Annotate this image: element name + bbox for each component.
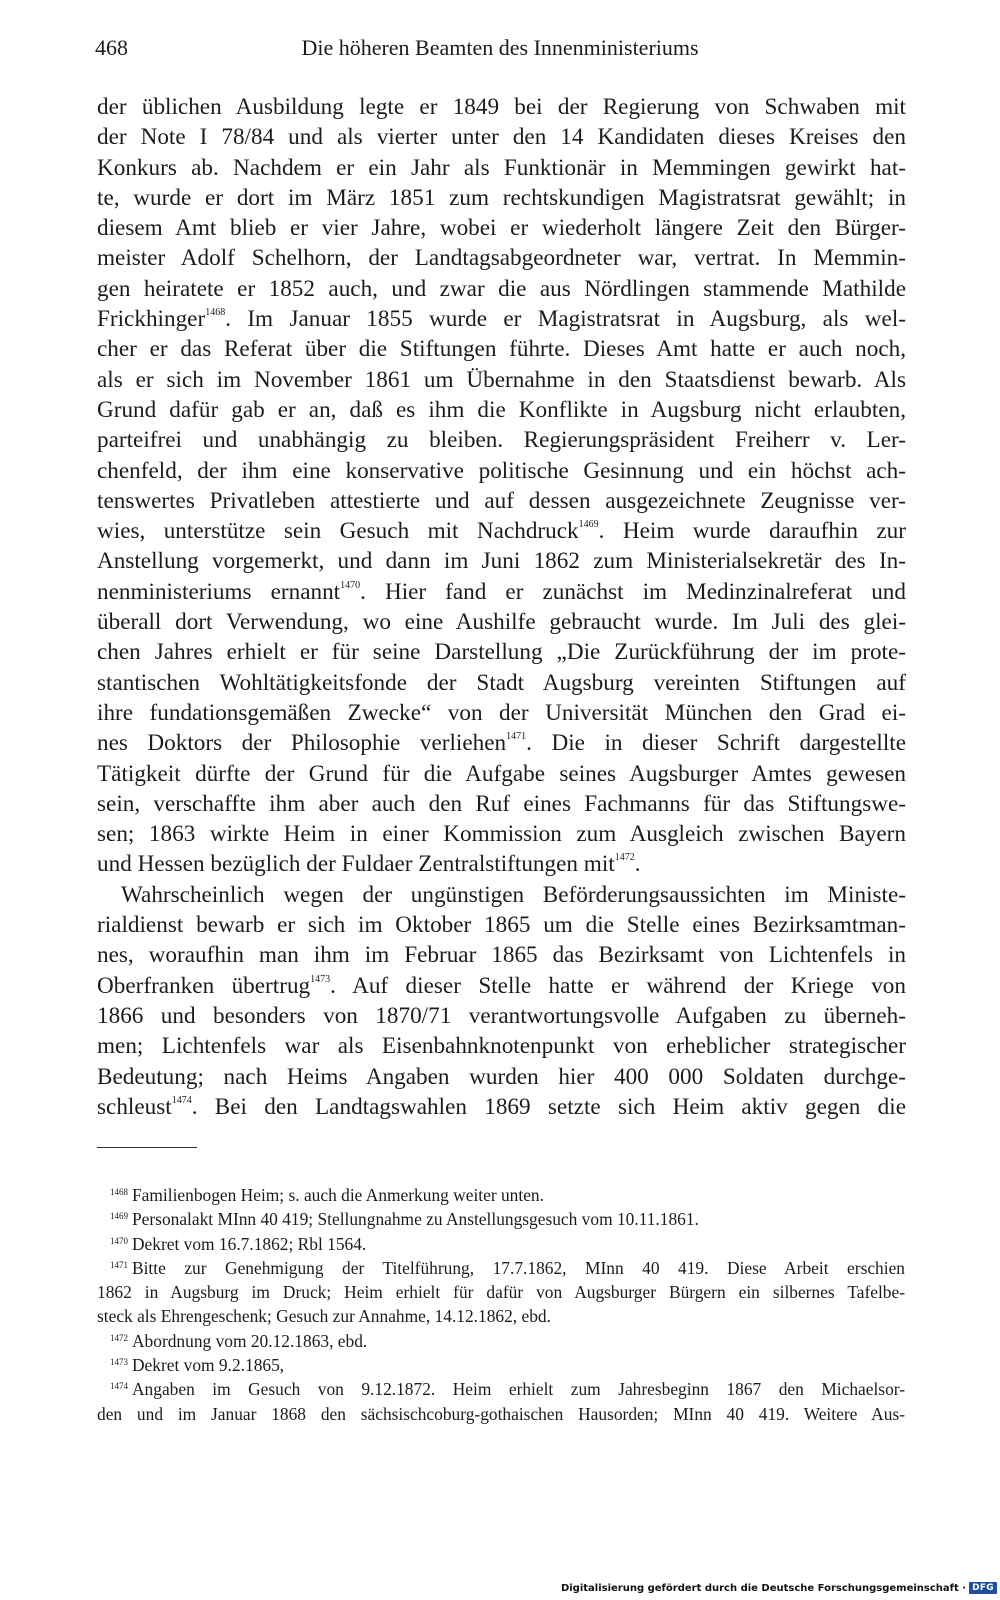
footnote-line [97, 1353, 905, 1377]
text-line [97, 92, 906, 122]
footnote-number: 1470 [110, 1235, 128, 1246]
footnote-text: Angaben im Gesuch von 9.12.1872. Heim erhielt zum Jahresbeginn 1867 den Michaelsor- [132, 1379, 905, 1400]
footnote-number: 1468 [110, 1187, 128, 1197]
text-segment: Konkurs ab. Nachdem er ein Jahr als Funktionär in Memmingen gewirkt hat- [97, 154, 906, 181]
footnote-text: Bitte zur Genehmigung der Titelführung, 17.7.1862, MInn 40 419. Diese Arbeit erschien [132, 1257, 905, 1278]
text-segment: tenswertes Privatleben attestierte und auf dessen ausgezeichnete Zeugnisse ver- [97, 487, 906, 514]
text-line [97, 365, 906, 395]
footnote-reference: 1472 [614, 852, 635, 864]
footnote-number: 1474 [110, 1381, 128, 1392]
text-segment: meister Adolf Schelhorn, der Landtagsabgeordneter war, vertrat. In Memmin- [97, 245, 906, 272]
text-line [97, 516, 906, 546]
text-segment: Wahrscheinlich wegen der ungünstigen Beförderungsaussichten im Ministe- [121, 881, 906, 908]
page-number: 468 [95, 35, 128, 60]
footnote-number: 1471 [110, 1259, 128, 1270]
text-line [97, 425, 906, 455]
footnote-text: steck als Ehrengeschenk; Gesuch zur Annahme, 14.12.1862, ebd. [97, 1306, 551, 1327]
text-line [97, 971, 906, 1001]
footnote-number: 1472 [110, 1332, 128, 1343]
text-segment: . Hier fand er zunächst im Medinzinalreferat und [360, 578, 906, 605]
footnote-text: 1862 in Augsburg im Druck; Heim erhielt für dafür von Augsburger Bürgern ein silbernes Tafelbe- [97, 1282, 905, 1303]
text-line [97, 940, 906, 970]
text-line [97, 304, 906, 334]
footnote-line [97, 1304, 905, 1328]
text-line [97, 577, 906, 607]
text-line [97, 789, 906, 819]
text-line [97, 243, 906, 273]
text-segment: . [634, 851, 641, 878]
text-line [97, 456, 906, 486]
footnote-line [97, 1183, 905, 1207]
footnote-line [97, 1329, 905, 1353]
footnotes [97, 1183, 905, 1426]
footnote-line [97, 1256, 905, 1280]
text-segment: chen Jahres erhielt er für seine Darstellung „Die Zurückführung der im prote- [97, 639, 906, 666]
footnote-reference: 1469 [578, 519, 599, 531]
text-segment: men; Lichtenfels war als Eisenbahnknotenpunkt von erheblicher strategischer [97, 1033, 906, 1060]
footnote-reference: 1468 [205, 307, 226, 319]
text-segment: . Heim wurde daraufhin zur [598, 518, 906, 545]
text-line [97, 1062, 906, 1092]
text-segment: als er sich im November 1861 um Übernahme in den Staatsdienst bewarb. Als [97, 366, 906, 393]
footnote-text: Familienbogen Heim; s. auch die Anmerkung weiter unten. [132, 1185, 544, 1205]
text-line [97, 637, 906, 667]
footnote-reference: 1470 [340, 579, 361, 591]
text-segment: . Die in dieser Schrift dargestellte [526, 730, 906, 757]
footnote-number: 1473 [110, 1357, 128, 1368]
text-line [97, 849, 906, 879]
text-line [97, 607, 906, 637]
text-line [97, 698, 906, 728]
text-line [97, 759, 906, 789]
text-segment: Oberfranken übertrug [97, 972, 311, 999]
text-segment: . Auf dieser Stelle hatte er während der Kriege von [330, 972, 906, 999]
text-line [97, 395, 906, 425]
text-line [97, 274, 906, 304]
text-line [97, 213, 906, 243]
footnote-line [97, 1377, 905, 1401]
text-segment: Frickhinger [97, 306, 206, 333]
text-segment: chenfeld, der ihm eine konservative politische Gesinnung und ein höchst ach- [97, 457, 906, 484]
text-segment: überall dort Verwendung, wo eine Aushilfe gebraucht wurde. Im Juli des glei- [97, 609, 906, 636]
footnote-reference: 1473 [310, 973, 331, 985]
footnote-line [97, 1232, 905, 1256]
footnote-divider [97, 1147, 197, 1148]
text-segment: der Note I 78/84 und als vierter unter den 14 Kandidaten dieses Kreises den [97, 124, 906, 151]
text-line [97, 153, 906, 183]
text-line [97, 546, 906, 576]
text-line [97, 122, 906, 152]
text-segment: wies, unterstütze sein Gesuch mit Nachdruck [97, 518, 579, 545]
footnote-line [97, 1280, 905, 1304]
text-segment: parteifrei und unabhängig zu bleiben. Regierungspräsident Freiherr v. Ler- [97, 427, 906, 454]
text-line [97, 1001, 906, 1031]
footnote-text: Personalakt MInn 40 419; Stellungnahme zu Anstellungsgesuch vom 10.11.1861. [132, 1209, 699, 1230]
text-segment: 1866 und besonders von 1870/71 verantwortungsvolle Aufgaben zu überneh- [97, 1002, 906, 1029]
text-line [97, 880, 906, 910]
text-segment: . Bei den Landtagswahlen 1869 setzte sich Heim aktiv gegen die [191, 1093, 906, 1120]
text-segment: sein, verschaffte ihm aber auch den Ruf eines Fachmanns für das Stiftungswe- [97, 790, 906, 817]
main-text [97, 92, 906, 1122]
text-segment: . Im Januar 1855 wurde er Magistratsrat in Augsburg, als wel- [225, 306, 906, 333]
text-segment: Bedeutung; nach Heims Angaben wurden hier 400 000 Soldaten durchge- [97, 1063, 906, 1090]
page-header [95, 34, 905, 64]
footnote-line [97, 1207, 905, 1231]
text-segment: diesem Amt blieb er vier Jahre, wobei er wiederholt längere Zeit den Bürger- [97, 215, 906, 242]
text-segment: Grund dafür gab er an, daß es ihm die Konflikte in Augsburg nicht erlaubten, [97, 396, 906, 423]
text-segment: stantischen Wohltätigkeitsfonde der Stadt Augsburg vereinten Stiftungen auf [97, 669, 906, 696]
text-line [97, 668, 906, 698]
text-segment: Tätigkeit dürfte der Grund für die Aufgabe seines Augsburger Amtes gewesen [97, 760, 906, 787]
text-segment: sen; 1863 wirkte Heim in einer Kommission zum Ausgleich zwischen Bayern [97, 821, 906, 848]
text-segment: Anstellung vorgemerkt, und dann im Juni 1862 zum Ministerialsekretär des In- [97, 548, 906, 575]
text-line [97, 1092, 906, 1122]
text-segment: ihre fundationsgemäßen Zwecke“ von der Universität München den Grad ei- [97, 699, 906, 726]
digitization-credit [561, 1582, 997, 1594]
footnote-reference: 1474 [171, 1094, 192, 1106]
text-segment: und Hessen bezüglich der Fuldaer Zentralstiftungen mit [97, 851, 615, 878]
footnote-line [97, 1402, 905, 1426]
text-line [97, 728, 906, 758]
text-line [97, 1031, 906, 1061]
running-head: Die höheren Beamten des Innenministeriums [301, 35, 699, 60]
footnote-text: den und im Januar 1868 den sächsischcoburg-gothaischen Hausorden; MInn 40 419. Weitere Aus- [97, 1403, 905, 1424]
text-segment: rialdienst bewarb er sich im Oktober 1865 um die Stelle eines Bezirksamtman- [97, 912, 906, 939]
text-segment: nes, woraufhin man ihm im Februar 1865 das Bezirksamt von Lichtenfels in [97, 942, 906, 969]
text-line [97, 910, 906, 940]
text-segment: nenministeriums ernannt [97, 578, 341, 605]
text-line [97, 486, 906, 516]
text-segment: te, wurde er dort im März 1851 zum rechtskundigen Magistratsrat gewählt; in [97, 184, 906, 211]
text-segment: schleust [97, 1093, 172, 1120]
footnote-number: 1469 [110, 1211, 128, 1222]
text-segment: gen heiratete er 1852 auch, und zwar die aus Nördlingen stammende Mathilde [97, 275, 906, 302]
text-line [97, 819, 906, 849]
credit-text: Digitalisierung gefördert durch die Deutsche Forschungsgemeinschaft · [560, 1582, 967, 1594]
footnote-reference: 1471 [506, 731, 527, 743]
dfg-logo: DFG [969, 1582, 997, 1594]
text-segment: nes Doktors der Philosophie verliehen [97, 730, 507, 757]
text-line [97, 334, 906, 364]
text-segment: cher er das Referat über die Stiftungen führte. Dieses Amt hatte er auch noch, [97, 336, 906, 363]
text-line [97, 183, 906, 213]
footnote-text: Dekret vom 16.7.1862; Rbl 1564. [132, 1233, 367, 1254]
footnote-text: Abordnung vom 20.12.1863, ebd. [132, 1330, 368, 1351]
text-segment: der üblichen Ausbildung legte er 1849 bei der Regierung von Schwaben mit [97, 94, 906, 120]
footnote-text: Dekret vom 9.2.1865, [132, 1355, 285, 1376]
